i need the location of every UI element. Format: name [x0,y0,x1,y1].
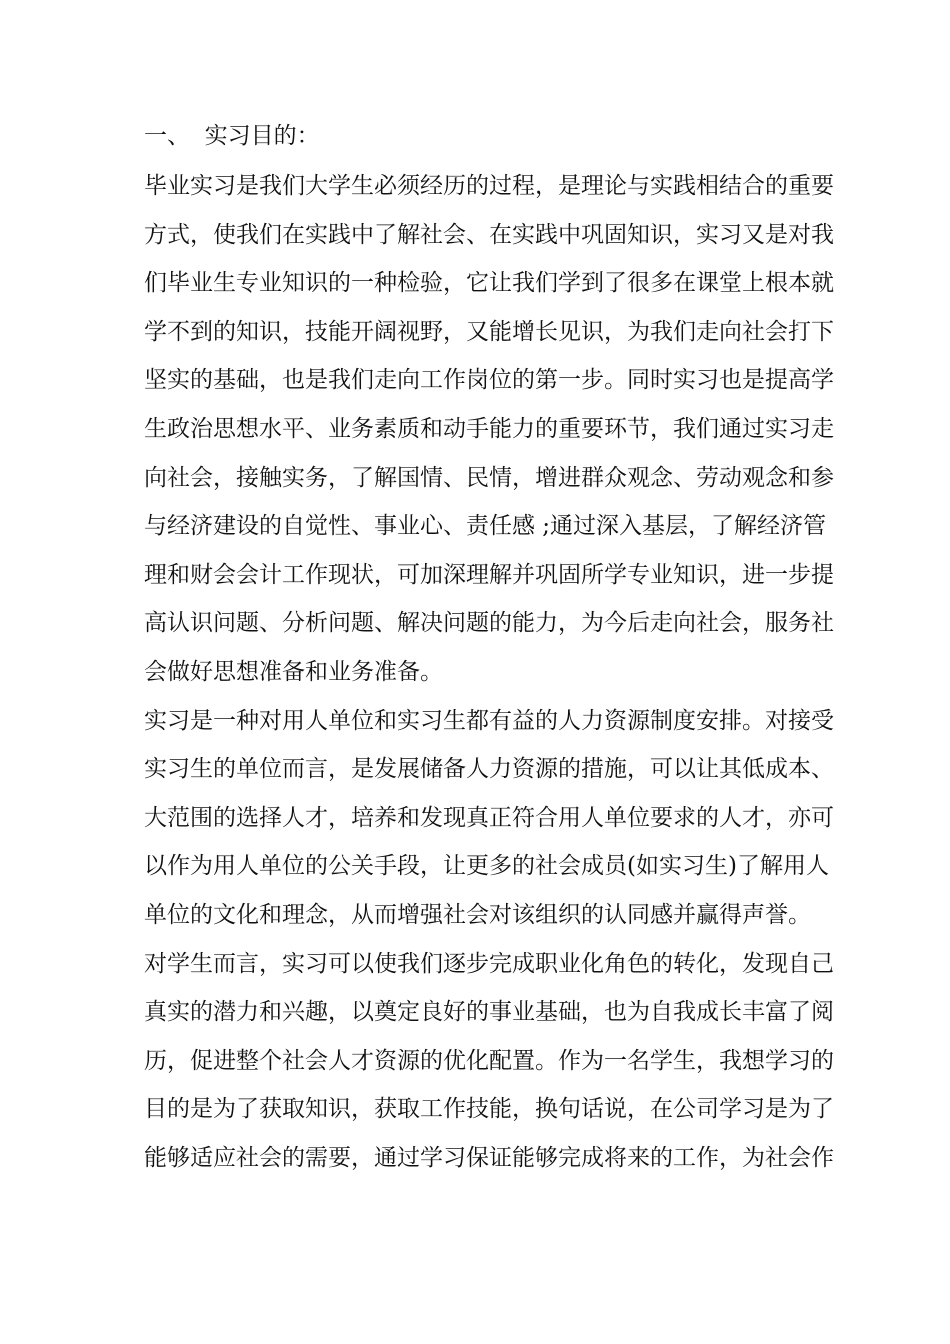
paragraph-line: 坚实的基础，也是我们走向工作岗位的第一步。同时实习也是提高学 [144,367,834,394]
paragraph-container [144,162,834,1182]
paragraph-line: 高认识问题、分析问题、解决问题的能力，为今后走向社会，服务社 [144,610,834,637]
paragraph-line: 向社会，接触实务，了解国情、民情，增进群众观念、劳动观念和参 [144,464,834,491]
paragraph-line: 与经济建设的自觉性、事业心、责任感 ;通过深入基层，了解经济管 [144,513,827,540]
paragraph [144,697,834,940]
paragraph-line: 方式，使我们在实践中了解社会、在实践中巩固知识，实习又是对我 [144,221,834,248]
paragraph-line: 单位的文化和理念，从而增强社会对该组织的认同感并赢得声誉。 [144,901,811,928]
paragraph-line: 真实的潜力和兴趣，以奠定良好的事业基础，也为自我成长丰富了阅 [144,999,834,1026]
paragraph-line: 生政治思想水平、业务素质和动手能力的重要环节，我们通过实习走 [144,415,834,442]
paragraph-line: 理和财会会计工作现状，可加深理解并巩固所学专业知识，进一步提 [144,561,834,588]
paragraph-line: 会做好思想准备和业务准备。 [144,658,443,685]
paragraph-line: 实习是一种对用人单位和实习生都有益的人力资源制度安排。对接受 [144,707,834,734]
paragraph-line: 们毕业生专业知识的一种检验，它让我们学到了很多在课堂上根本就 [144,270,834,297]
paragraph-line: 毕业实习是我们大学生必须经历的过程，是理论与实践相结合的重要 [144,173,834,199]
paragraph-line: 对学生而言，实习可以使我们逐步完成职业化角色的转化，发现自己 [144,950,834,977]
paragraph-line: 学不到的知识，技能开阔视野，又能增长见识，为我们走向社会打下 [144,318,834,345]
paragraph [144,162,834,697]
paragraph-line: 目的是为了获取知识，获取工作技能，换句话说，在公司学习是为了 [144,1096,834,1123]
paragraph-line: 实习生的单位而言，是发展储备人力资源的措施，可以让其低成本、 [144,756,834,783]
document-body [144,110,834,1182]
section-heading: 一、 实习目的： [144,123,320,149]
paragraph [144,940,834,1183]
paragraph-line: 以作为用人单位的公关手段，让更多的社会成员(如实习生)了解用人 [144,853,829,880]
paragraph-line: 历，促进整个社会人才资源的优化配置。作为一名学生，我想学习的 [144,1047,834,1074]
paragraph-line: 能够适应社会的需要，通过学习保证能够完成将来的工作，为社会作 [144,1144,834,1171]
paragraph-line: 大范围的选择人才，培养和发现真正符合用人单位要求的人才，亦可 [144,804,834,831]
